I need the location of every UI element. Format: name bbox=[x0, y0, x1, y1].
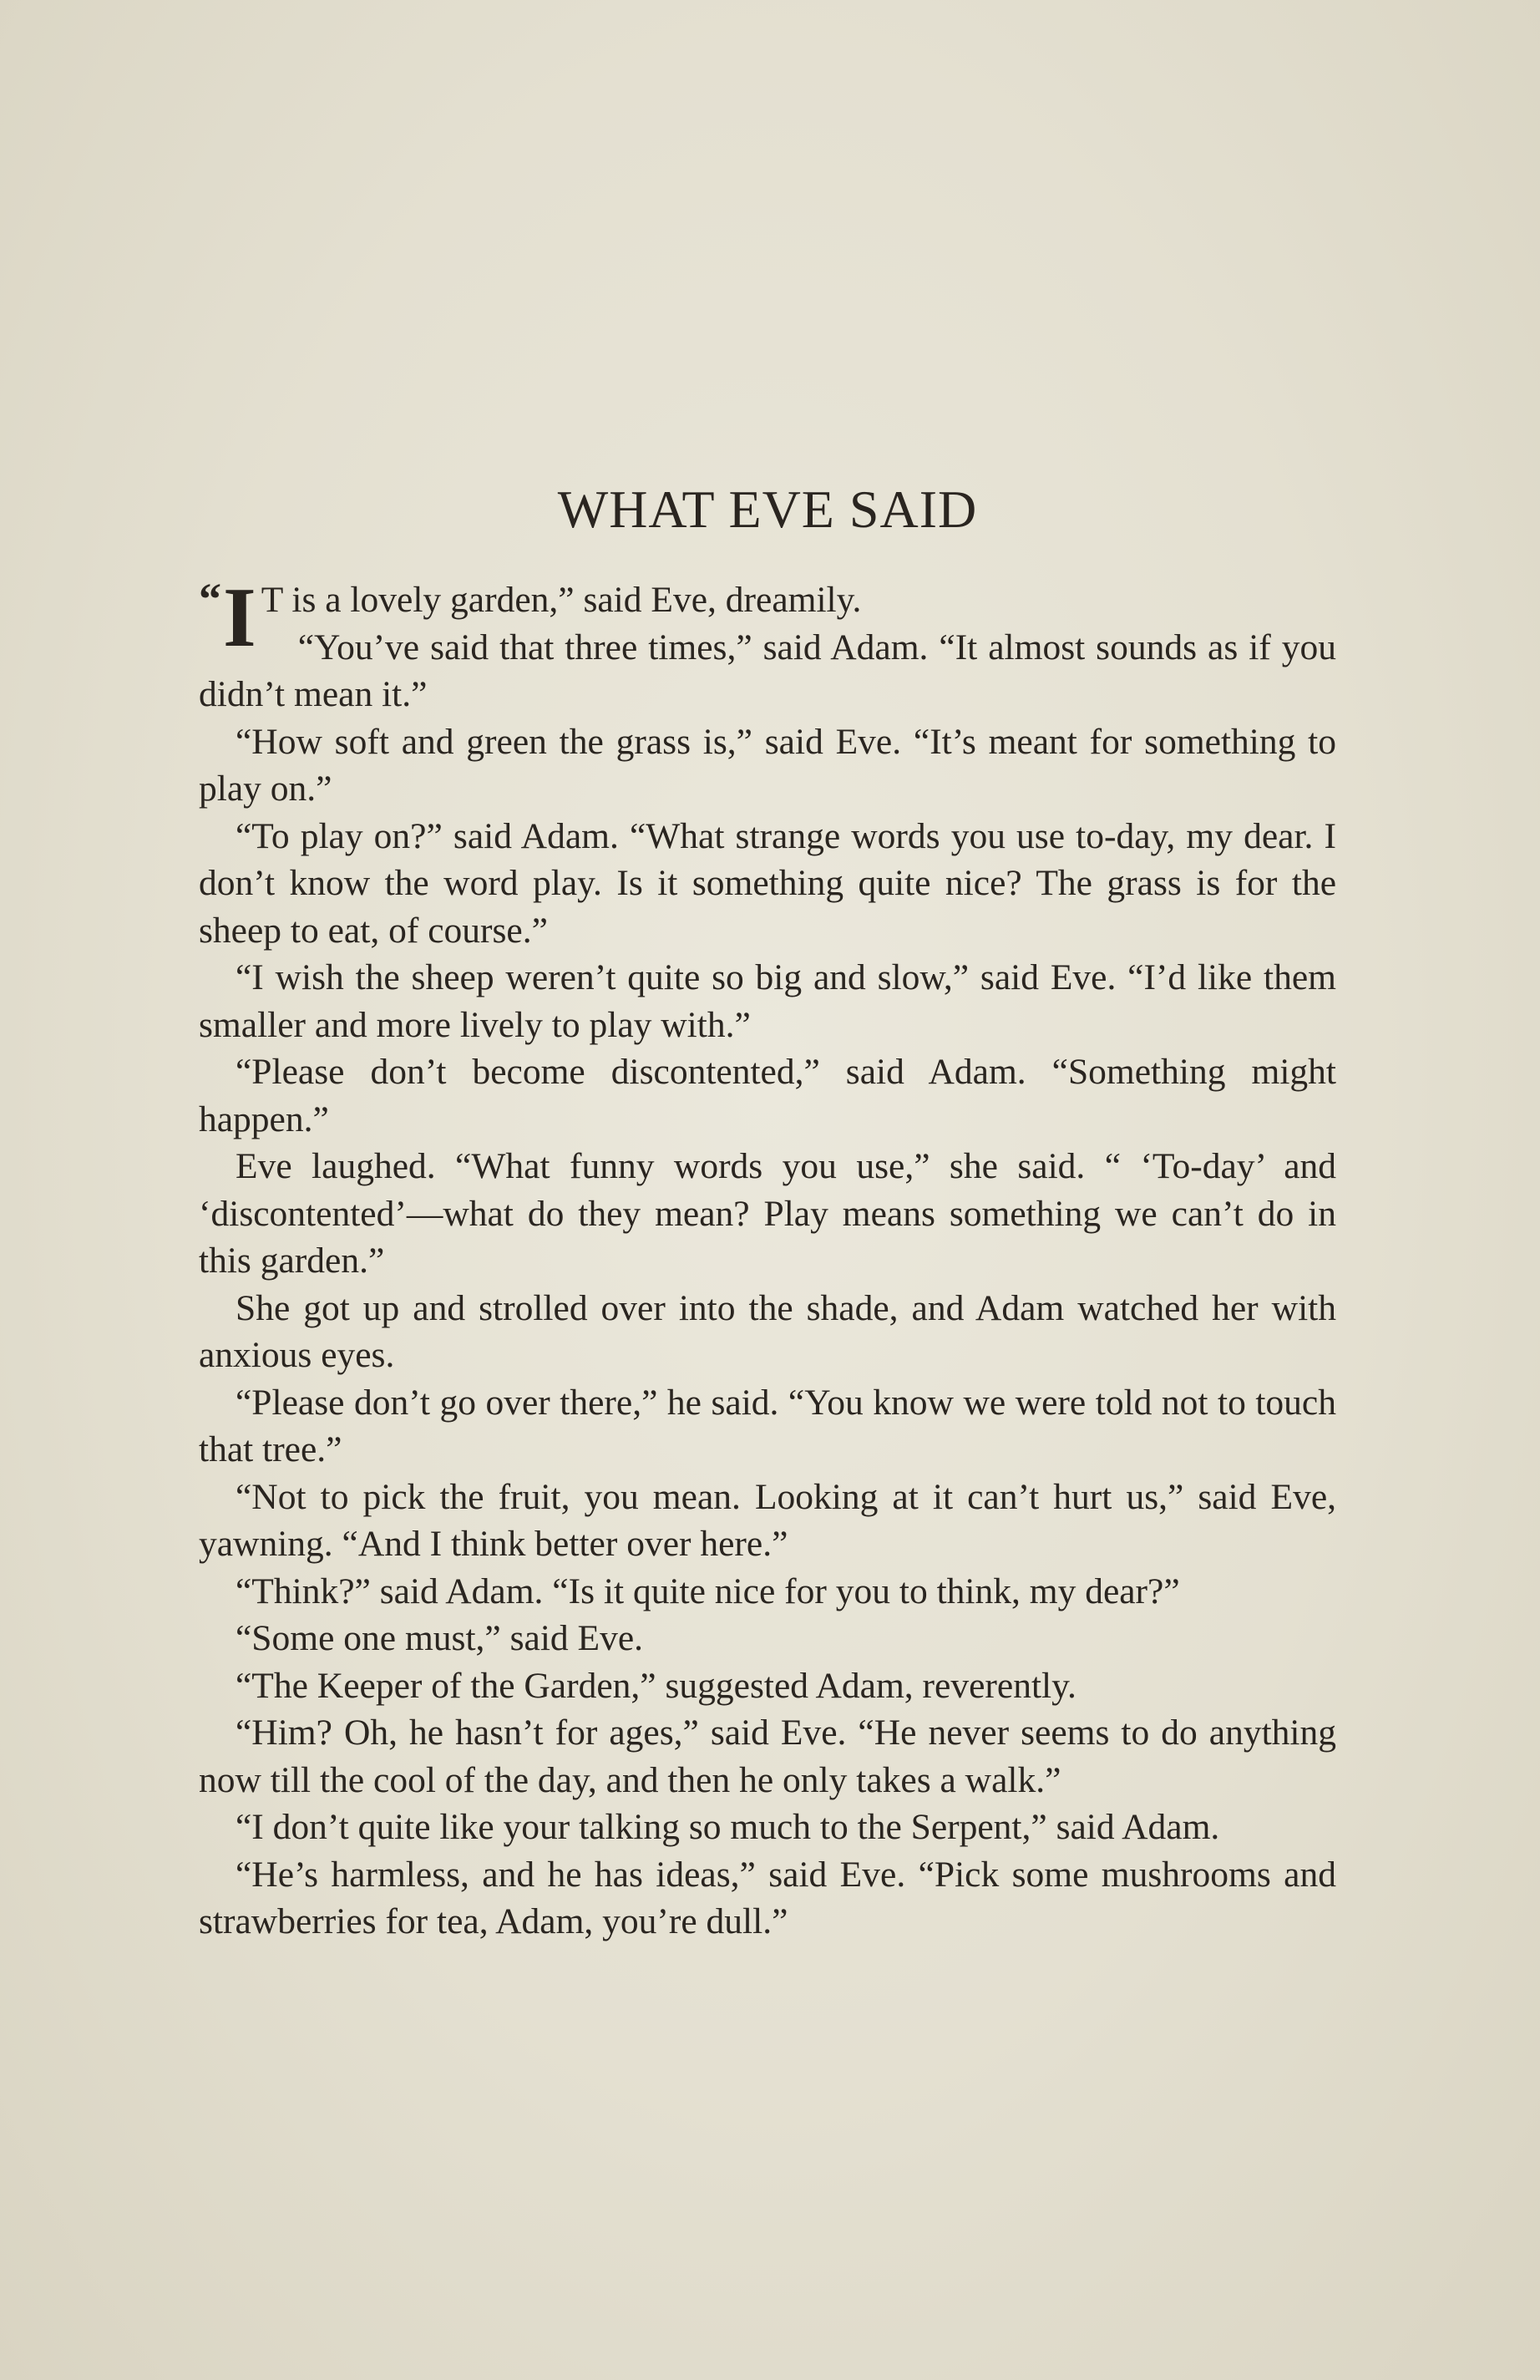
story-body bbox=[199, 571, 1336, 1946]
paragraph: “To play on?” said Adam. “What strange words you use to-day, my dear. I don’t know the word play. Is it something quite nice? The grass is for the sheep to eat, of course.” bbox=[199, 815, 1336, 951]
paragraph: “You’ve said that three times,” said Adam. “It almost sounds as if you didn’t mean it.” bbox=[199, 627, 1336, 714]
paragraph: “Think?” said Adam. “Is it quite nice for you to think, my dear?” bbox=[236, 1571, 1180, 1611]
paragraph: She got up and strolled over into the shade, and Adam watched her with anxious eyes. bbox=[199, 1287, 1336, 1375]
paragraph: “How soft and green the grass is,” said Eve. “It’s meant for something to play on.” bbox=[199, 721, 1336, 809]
drop-cap: I bbox=[223, 571, 256, 665]
opening-text: T is a lovely garden,” said Eve, dreamily. bbox=[261, 580, 862, 620]
opening-quote-mark: “ bbox=[199, 574, 221, 624]
paragraph: “Him? Oh, he hasn’t for ages,” said Eve. “He never seems to do anything now till the cool of the day, and then he only takes a walk.” bbox=[199, 1713, 1336, 1800]
paragraph: Eve laughed. “What funny words you use,” she said. “ ‘To-day’ and ‘discontented’—what do they mean? Play means something we can’t do in this garden.” bbox=[199, 1146, 1336, 1281]
paragraph: “The Keeper of the Garden,” suggested Adam, reverently. bbox=[236, 1665, 1076, 1706]
paragraph: “Please don’t go over there,” he said. “You know we were told not to touch that tree.” bbox=[199, 1382, 1336, 1469]
paragraph: “I don’t quite like your talking so much to the Serpent,” said Adam. bbox=[236, 1807, 1220, 1847]
paragraph: “Some one must,” said Eve. bbox=[236, 1618, 644, 1658]
opening-paragraph bbox=[199, 571, 1336, 665]
chapter-title: WHAT EVE SAID bbox=[557, 480, 978, 539]
paragraph: “He’s harmless, and he has ideas,” said Eve. “Pick some mushrooms and strawberries for tea, Adam, you’re dull.” bbox=[199, 1854, 1336, 1941]
paragraph: “Not to pick the fruit, you mean. Looking at it can’t hurt us,” said Eve, yawning. “And I think better over here.” bbox=[199, 1476, 1336, 1564]
paragraph: “I wish the sheep weren’t quite so big and slow,” said Eve. “I’d like them smaller and more lively to play with.” bbox=[199, 957, 1336, 1045]
paragraph: “Please don’t become discontented,” said Adam. “Something might happen.” bbox=[199, 1052, 1336, 1139]
